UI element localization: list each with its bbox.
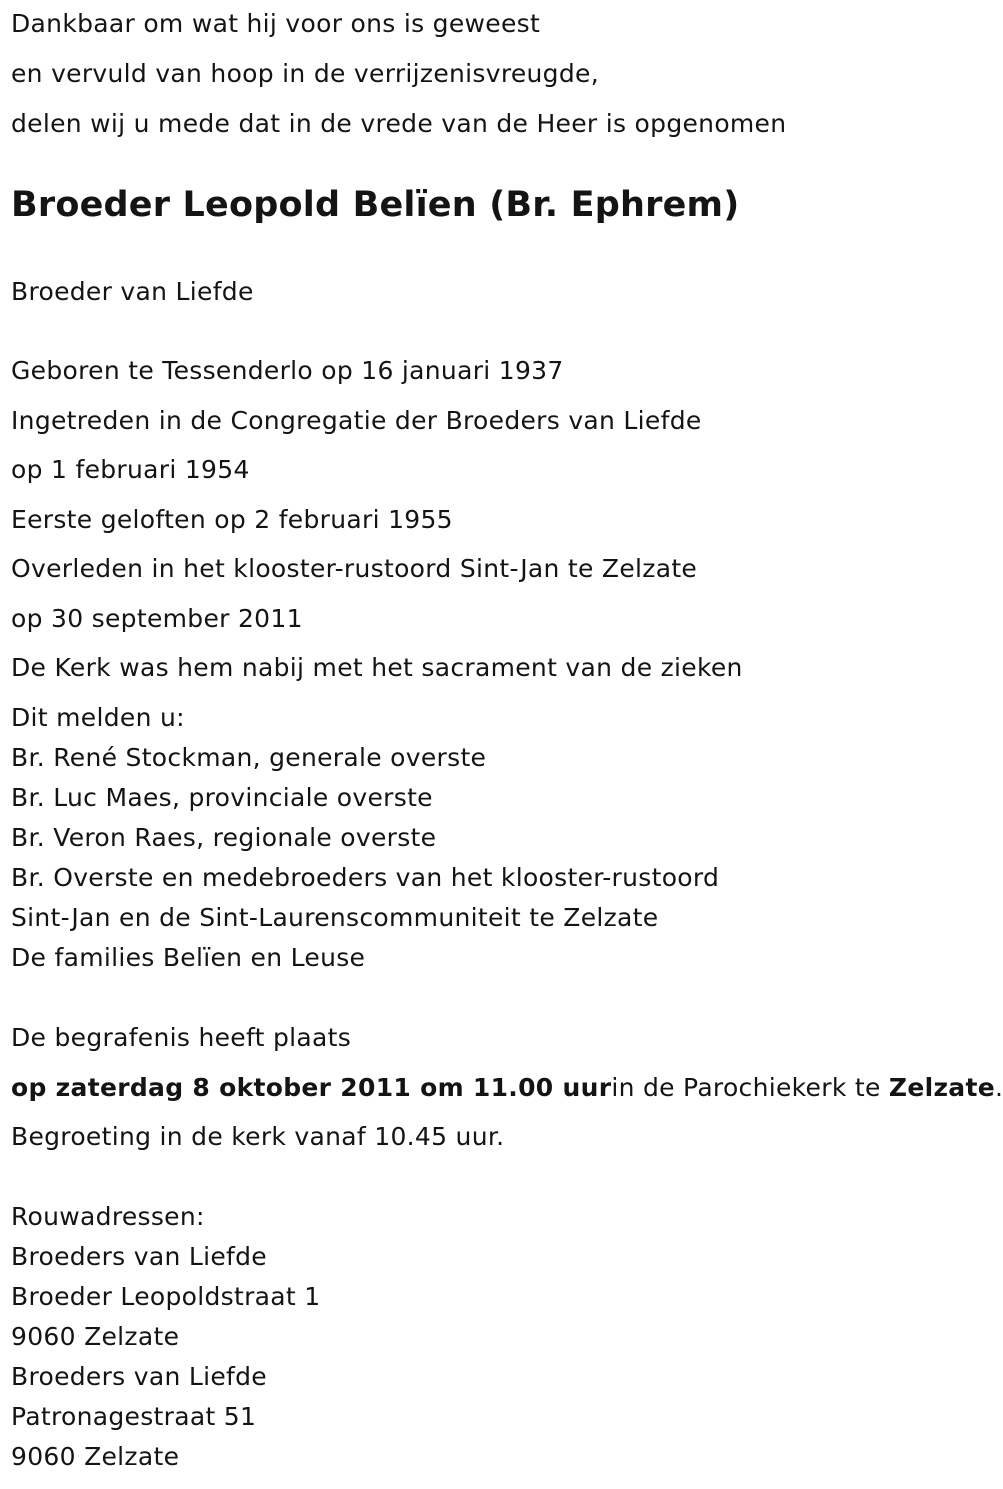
intro-line: delen wij u mede dat in de vrede van de Heer is opgenomen	[11, 109, 787, 138]
funeral-location-prefix: in de Parochiekerk te	[611, 1073, 889, 1102]
address-line: Broeder Leopoldstraat 1	[11, 1282, 321, 1311]
addresses-heading: Rouwadressen:	[11, 1202, 205, 1231]
biography-line: Overleden in het klooster-rustoord Sint-Jan te Zelzate	[11, 554, 698, 583]
announcer-line: Sint-Jan en de Sint-Laurenscommuniteit te Zelzate	[11, 903, 659, 932]
biography-line: Ingetreden in de Congregatie der Broeders van Liefde	[11, 406, 702, 435]
announcer-line: Br. Overste en medebroeders van het klooster-rustoord	[11, 863, 720, 892]
funeral-location-place: Zelzate	[888, 1073, 995, 1102]
announcer-line: Br. Luc Maes, provinciale overste	[11, 783, 433, 812]
announcer-line: De families Belïen en Leuse	[11, 943, 366, 972]
announcer-line: Br. René Stockman, generale overste	[11, 743, 487, 772]
deceased-name: Broeder Leopold Belïen (Br. Ephrem)	[11, 185, 740, 225]
intro-line: Dankbaar om wat hij voor ons is geweest	[11, 9, 541, 38]
address-line: 9060 Zelzate	[11, 1322, 180, 1351]
funeral-location-suffix: .	[994, 1073, 1003, 1102]
funeral-greeting: Begroeting in de kerk vanaf 10.45 uur.	[11, 1122, 505, 1151]
address-line: 9060 Zelzate	[11, 1442, 180, 1471]
biography-line: Eerste geloften op 2 februari 1955	[11, 505, 453, 534]
announcer-line: Br. Veron Raes, regionale overste	[11, 823, 437, 852]
address-line: Patronagestraat 51	[11, 1402, 257, 1431]
funeral-details	[11, 1073, 1003, 1103]
address-line: Broeders van Liefde	[11, 1242, 267, 1271]
funeral-date-time: op zaterdag 8 oktober 2011 om 11.00 uur	[11, 1073, 612, 1102]
intro-line: en vervuld van hoop in de verrijzenisvreugde,	[11, 59, 599, 88]
funeral-intro: De begrafenis heeft plaats	[11, 1023, 352, 1052]
biography-line: op 1 februari 1954	[11, 455, 250, 484]
biography-line: Geboren te Tessenderlo op 16 januari 1937	[11, 356, 564, 385]
biography-line: op 30 september 2011	[11, 604, 303, 633]
address-line: Broeders van Liefde	[11, 1362, 267, 1391]
announcers-heading: Dit melden u:	[11, 703, 185, 732]
biography-line: De Kerk was hem nabij met het sacrament van de zieken	[11, 653, 743, 682]
order-name: Broeder van Liefde	[11, 277, 254, 306]
